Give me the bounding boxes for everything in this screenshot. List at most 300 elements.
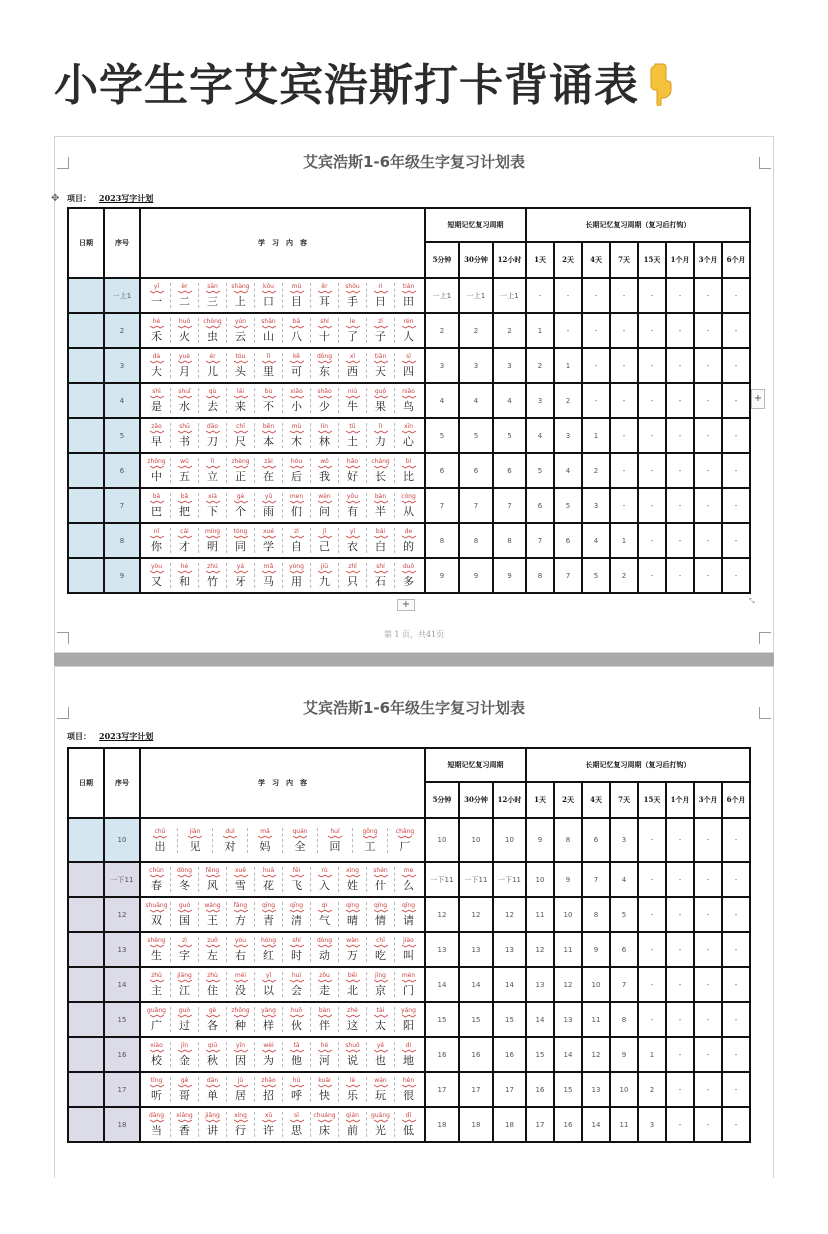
long-term-checkbox-cell[interactable]: - [610, 348, 638, 383]
character-box [171, 353, 199, 378]
long-term-checkbox-cell[interactable]: - [666, 558, 694, 593]
long-term-checkbox-cell[interactable]: - [638, 313, 666, 348]
long-term-checkbox-cell[interactable]: 1 [638, 1037, 666, 1072]
long-term-checkbox-cell[interactable]: - [694, 523, 722, 558]
short-term-cell[interactable]: 18 [425, 1107, 459, 1142]
project-label: 项目： [67, 193, 91, 203]
long-term-checkbox-cell[interactable]: 6 [610, 932, 638, 967]
date-cell[interactable] [68, 1037, 104, 1072]
long-term-checkbox-cell[interactable]: 6 [554, 523, 582, 558]
long-term-checkbox-cell[interactable]: - [666, 818, 694, 862]
long-term-checkbox-cell[interactable]: - [666, 1107, 694, 1142]
short-term-cell[interactable]: 2 [493, 313, 526, 348]
hanzi: 各 [207, 1019, 218, 1032]
long-term-checkbox-cell[interactable]: - [666, 932, 694, 967]
pinyin: kuài [318, 1077, 331, 1084]
long-term-checkbox-cell[interactable]: - [722, 488, 750, 523]
short-term-cell[interactable]: 16 [493, 1037, 526, 1072]
short-term-cell[interactable]: 一下11 [425, 862, 459, 897]
short-term-cell[interactable]: 9 [459, 558, 493, 593]
date-cell[interactable] [68, 897, 104, 932]
long-term-checkbox-cell[interactable]: 11 [526, 897, 554, 932]
long-term-checkbox-cell[interactable]: 7 [554, 558, 582, 593]
table-row [68, 278, 750, 313]
seq-cell: 3 [104, 348, 140, 383]
short-term-cell[interactable]: 一下11 [493, 862, 526, 897]
long-term-checkbox-cell[interactable]: 3 [638, 1107, 666, 1142]
wavy-underline-icon [318, 979, 332, 983]
long-term-checkbox-cell[interactable]: - [694, 278, 722, 313]
pinyin: jǐ [322, 528, 327, 535]
long-term-checkbox-cell[interactable]: - [694, 418, 722, 453]
long-term-checkbox-cell[interactable]: - [694, 1107, 722, 1142]
hanzi: 国 [179, 914, 190, 927]
character-box [395, 458, 422, 483]
wavy-underline-icon [262, 535, 276, 539]
hanzi: 好 [347, 470, 358, 483]
long-term-checkbox-cell[interactable]: 5 [554, 488, 582, 523]
seq-cell: 4 [104, 383, 140, 418]
long-term-checkbox-cell[interactable]: 14 [526, 1002, 554, 1037]
short-term-cell[interactable]: 3 [459, 348, 493, 383]
wavy-underline-icon [374, 944, 388, 948]
wavy-underline-icon [290, 944, 304, 948]
wavy-underline-icon [262, 430, 276, 434]
short-term-cell[interactable]: 6 [425, 453, 459, 488]
date-cell[interactable] [68, 818, 104, 862]
long-term-checkbox-cell[interactable]: - [610, 488, 638, 523]
long-term-checkbox-cell[interactable]: 16 [554, 1107, 582, 1142]
pinyin: quán [292, 827, 308, 835]
short-term-cell[interactable]: 5 [425, 418, 459, 453]
long-term-checkbox-cell[interactable]: - [638, 348, 666, 383]
short-term-cell[interactable]: 6 [459, 453, 493, 488]
long-term-checkbox-cell[interactable]: 2 [582, 453, 610, 488]
long-term-checkbox-cell[interactable]: 9 [582, 932, 610, 967]
short-term-cell[interactable]: 2 [425, 313, 459, 348]
long-term-checkbox-cell[interactable]: 3 [526, 383, 554, 418]
long-term-checkbox-cell[interactable]: - [638, 558, 666, 593]
add-column-button[interactable]: + [751, 389, 765, 409]
short-term-cell[interactable]: 8 [459, 523, 493, 558]
short-term-cell[interactable]: 17 [425, 1072, 459, 1107]
short-term-cell[interactable]: 7 [493, 488, 526, 523]
long-term-checkbox-cell[interactable]: - [638, 523, 666, 558]
character-box [283, 563, 311, 588]
hanzi: 在 [263, 470, 274, 483]
long-term-checkbox-cell[interactable]: - [638, 488, 666, 523]
date-cell[interactable] [68, 453, 104, 488]
long-term-checkbox-cell[interactable]: - [694, 897, 722, 932]
long-term-checkbox-cell[interactable]: - [666, 383, 694, 418]
long-term-checkbox-cell[interactable]: 9 [526, 818, 554, 862]
hanzi: 厂 [399, 839, 411, 853]
long-term-checkbox-cell[interactable]: - [638, 967, 666, 1002]
character-box [339, 937, 367, 962]
long-term-checkbox-cell[interactable]: 13 [526, 967, 554, 1002]
pinyin: lín [320, 423, 329, 430]
long-term-checkbox-cell[interactable]: - [694, 453, 722, 488]
hanzi: 儿 [207, 365, 218, 378]
short-term-cell[interactable]: 3 [493, 348, 526, 383]
header-1day: 1天 [526, 782, 554, 818]
long-term-checkbox-cell[interactable]: - [582, 348, 610, 383]
hanzi: 太 [375, 1019, 386, 1032]
date-cell[interactable] [68, 558, 104, 593]
long-term-checkbox-cell[interactable]: - [638, 932, 666, 967]
pinyin: mā [260, 827, 270, 835]
long-term-checkbox-cell[interactable]: 1 [582, 418, 610, 453]
long-term-checkbox-cell[interactable]: 15 [554, 1072, 582, 1107]
long-term-checkbox-cell[interactable]: - [666, 348, 694, 383]
short-term-cell[interactable]: 10 [425, 818, 459, 862]
long-term-checkbox-cell[interactable]: - [722, 348, 750, 383]
date-cell[interactable] [68, 1072, 104, 1107]
long-term-checkbox-cell[interactable]: 7 [582, 862, 610, 897]
page-footer: 第 1 页，共41页 [383, 630, 445, 639]
seq-cell: 一上1 [104, 278, 140, 313]
long-term-checkbox-cell[interactable]: - [666, 1037, 694, 1072]
long-term-checkbox-cell[interactable]: 11 [610, 1107, 638, 1142]
long-term-checkbox-cell[interactable]: 12 [582, 1037, 610, 1072]
pinyin: qù [208, 388, 217, 395]
long-term-checkbox-cell[interactable]: - [722, 383, 750, 418]
short-term-cell[interactable]: 7 [425, 488, 459, 523]
long-term-checkbox-cell[interactable]: - [694, 558, 722, 593]
short-term-cell[interactable]: 15 [459, 1002, 493, 1037]
long-term-checkbox-cell[interactable]: - [694, 348, 722, 383]
short-term-cell[interactable]: 15 [425, 1002, 459, 1037]
long-term-checkbox-cell[interactable]: - [722, 1002, 750, 1037]
long-term-checkbox-cell[interactable]: - [666, 967, 694, 1002]
short-term-cell[interactable]: 10 [459, 818, 493, 862]
character-box [367, 458, 395, 483]
short-term-cell[interactable]: 6 [493, 453, 526, 488]
pinyin: zǎo [151, 423, 162, 430]
long-term-checkbox-cell[interactable]: 14 [554, 1037, 582, 1072]
content-cell [140, 523, 425, 558]
short-term-cell[interactable]: 5 [459, 418, 493, 453]
long-term-checkbox-cell[interactable]: - [554, 278, 582, 313]
hanzi: 乐 [347, 1089, 358, 1102]
long-term-checkbox-cell[interactable]: 13 [554, 1002, 582, 1037]
long-term-checkbox-cell[interactable]: 10 [526, 862, 554, 897]
date-cell[interactable] [68, 523, 104, 558]
wavy-underline-icon [318, 909, 332, 913]
short-term-cell[interactable]: 18 [493, 1107, 526, 1142]
short-term-cell[interactable]: 7 [459, 488, 493, 523]
hanzi: 主 [151, 984, 162, 997]
wavy-underline-icon [178, 395, 192, 399]
long-term-checkbox-cell[interactable]: - [638, 818, 666, 862]
long-term-checkbox-cell[interactable]: 2 [526, 348, 554, 383]
header-content: 学 习 内 容 [140, 208, 425, 278]
long-term-checkbox-cell[interactable]: - [666, 488, 694, 523]
long-term-checkbox-cell[interactable]: - [722, 1037, 750, 1072]
long-term-checkbox-cell[interactable]: 4 [582, 523, 610, 558]
short-term-cell[interactable]: 12 [459, 897, 493, 932]
short-term-cell[interactable]: 8 [493, 523, 526, 558]
long-term-checkbox-cell[interactable]: 5 [582, 558, 610, 593]
long-term-checkbox-cell[interactable]: - [666, 278, 694, 313]
long-term-checkbox-cell[interactable]: 12 [526, 932, 554, 967]
long-term-checkbox-cell[interactable]: - [722, 1107, 750, 1142]
long-term-checkbox-cell[interactable]: 1 [554, 348, 582, 383]
short-term-cell[interactable]: 5 [493, 418, 526, 453]
long-term-checkbox-cell[interactable]: - [722, 818, 750, 862]
short-term-cell[interactable]: 一上1 [459, 278, 493, 313]
short-term-cell[interactable]: 9 [425, 558, 459, 593]
long-term-checkbox-cell[interactable]: - [694, 1072, 722, 1107]
hanzi: 说 [347, 1054, 358, 1067]
long-term-checkbox-cell[interactable]: - [638, 1002, 666, 1037]
hanzi: 江 [179, 984, 190, 997]
wavy-underline-icon [206, 395, 220, 399]
long-term-checkbox-cell[interactable]: 2 [638, 1072, 666, 1107]
long-term-checkbox-cell[interactable]: - [638, 383, 666, 418]
wavy-underline-icon [290, 874, 304, 878]
long-term-checkbox-cell[interactable]: 4 [554, 453, 582, 488]
long-term-checkbox-cell[interactable]: - [610, 453, 638, 488]
long-term-checkbox-cell[interactable]: - [666, 897, 694, 932]
short-term-cell[interactable]: 9 [493, 558, 526, 593]
short-term-cell[interactable]: 4 [425, 383, 459, 418]
long-term-checkbox-cell[interactable]: 1 [526, 313, 554, 348]
long-term-checkbox-cell[interactable]: 1 [610, 523, 638, 558]
long-term-checkbox-cell[interactable]: 15 [526, 1037, 554, 1072]
short-term-cell[interactable]: 17 [459, 1072, 493, 1107]
date-cell[interactable] [68, 862, 104, 897]
long-term-checkbox-cell[interactable]: 4 [610, 862, 638, 897]
long-term-checkbox-cell[interactable]: 11 [582, 1002, 610, 1037]
short-term-cell[interactable]: 一上1 [493, 278, 526, 313]
date-cell[interactable] [68, 488, 104, 523]
wavy-underline-icon [290, 570, 304, 574]
long-term-checkbox-cell[interactable]: 2 [610, 558, 638, 593]
wavy-underline-icon [206, 570, 220, 574]
short-term-cell[interactable]: 12 [425, 897, 459, 932]
short-term-cell[interactable]: 4 [459, 383, 493, 418]
date-cell[interactable] [68, 278, 104, 313]
character-box [171, 1077, 199, 1102]
long-term-checkbox-cell[interactable]: 12 [554, 967, 582, 1002]
long-term-checkbox-cell[interactable]: - [582, 383, 610, 418]
long-term-checkbox-cell[interactable]: - [694, 967, 722, 1002]
date-cell[interactable] [68, 418, 104, 453]
character-box [171, 972, 199, 997]
wavy-underline-icon [402, 395, 416, 399]
long-term-checkbox-cell[interactable]: 7 [526, 523, 554, 558]
short-term-cell[interactable]: 3 [425, 348, 459, 383]
long-term-checkbox-cell[interactable]: 2 [554, 383, 582, 418]
long-term-checkbox-cell[interactable]: - [638, 862, 666, 897]
long-term-checkbox-cell[interactable]: - [694, 862, 722, 897]
long-term-checkbox-cell[interactable]: 8 [526, 558, 554, 593]
short-term-cell[interactable]: 13 [425, 932, 459, 967]
date-cell[interactable] [68, 313, 104, 348]
long-term-checkbox-cell[interactable]: - [666, 418, 694, 453]
long-term-checkbox-cell[interactable]: 3 [610, 818, 638, 862]
content-cell [140, 818, 425, 862]
long-term-checkbox-cell[interactable]: - [722, 897, 750, 932]
long-term-checkbox-cell[interactable]: - [638, 278, 666, 313]
long-term-checkbox-cell[interactable]: 3 [582, 488, 610, 523]
character-box [339, 528, 367, 553]
long-term-checkbox-cell[interactable]: - [638, 418, 666, 453]
pinyin: gōng [362, 827, 378, 835]
short-term-cell[interactable]: 14 [425, 967, 459, 1002]
long-term-checkbox-cell[interactable]: 10 [610, 1072, 638, 1107]
short-term-cell[interactable]: 8 [425, 523, 459, 558]
wavy-underline-icon [206, 1119, 220, 1123]
long-term-checkbox-cell[interactable]: 13 [582, 1072, 610, 1107]
long-term-checkbox-cell[interactable]: - [666, 1072, 694, 1107]
pinyin: yuè [178, 353, 191, 360]
hanzi: 自 [291, 540, 302, 553]
hanzi: 过 [179, 1019, 190, 1032]
short-term-cell[interactable]: 2 [459, 313, 493, 348]
long-term-checkbox-cell[interactable]: 6 [582, 818, 610, 862]
long-term-checkbox-cell[interactable]: 8 [610, 1002, 638, 1037]
long-term-checkbox-cell[interactable]: - [666, 1002, 694, 1037]
short-term-cell[interactable]: 12 [493, 897, 526, 932]
long-term-checkbox-cell[interactable]: - [694, 932, 722, 967]
long-term-checkbox-cell[interactable]: - [694, 1002, 722, 1037]
short-term-cell[interactable]: 一下11 [459, 862, 493, 897]
date-cell[interactable] [68, 967, 104, 1002]
long-term-checkbox-cell[interactable]: - [638, 897, 666, 932]
date-cell[interactable] [68, 348, 104, 383]
wavy-underline-icon [178, 1119, 192, 1123]
add-row-button[interactable]: + [397, 599, 415, 611]
content-cell [140, 967, 425, 1002]
hanzi: 二 [179, 295, 190, 308]
long-term-checkbox-cell[interactable]: - [722, 523, 750, 558]
short-term-cell[interactable]: 16 [425, 1037, 459, 1072]
long-term-checkbox-cell[interactable]: - [582, 278, 610, 313]
long-term-checkbox-cell[interactable]: - [722, 418, 750, 453]
long-term-checkbox-cell[interactable]: 16 [526, 1072, 554, 1107]
short-term-cell[interactable]: 16 [459, 1037, 493, 1072]
long-term-checkbox-cell[interactable]: - [722, 862, 750, 897]
long-term-checkbox-cell[interactable]: 5 [526, 453, 554, 488]
short-term-cell[interactable]: 14 [493, 967, 526, 1002]
long-term-checkbox-cell[interactable]: - [694, 383, 722, 418]
short-term-cell[interactable]: 17 [493, 1072, 526, 1107]
hanzi: 全 [294, 839, 306, 853]
long-term-checkbox-cell[interactable]: 8 [582, 897, 610, 932]
pinyin: jīng [375, 972, 386, 979]
long-term-checkbox-cell[interactable]: 6 [526, 488, 554, 523]
hanzi: 风 [207, 879, 218, 892]
table-move-handle-icon[interactable]: ✥ [51, 193, 60, 204]
long-term-checkbox-cell[interactable]: - [722, 278, 750, 313]
long-term-checkbox-cell[interactable]: - [610, 278, 638, 313]
content-cell [140, 558, 425, 593]
date-cell[interactable] [68, 1002, 104, 1037]
character-box [311, 1077, 339, 1102]
wavy-underline-icon [346, 874, 360, 878]
long-term-checkbox-cell[interactable]: - [610, 418, 638, 453]
long-term-checkbox-cell[interactable]: - [722, 1072, 750, 1107]
pinyin: huǒ [178, 318, 191, 325]
long-term-checkbox-cell[interactable]: - [694, 313, 722, 348]
wavy-underline-icon [318, 500, 332, 504]
long-term-checkbox-cell[interactable]: - [694, 1037, 722, 1072]
hanzi: 晴 [347, 914, 358, 927]
long-term-checkbox-cell[interactable]: - [582, 313, 610, 348]
short-term-cell[interactable]: 10 [493, 818, 526, 862]
character-box [283, 283, 311, 308]
header-2day: 2天 [554, 782, 582, 818]
long-term-checkbox-cell[interactable]: 4 [526, 418, 554, 453]
long-term-checkbox-cell[interactable]: 10 [582, 967, 610, 1002]
long-term-checkbox-cell[interactable]: - [666, 862, 694, 897]
long-term-checkbox-cell[interactable]: 7 [610, 967, 638, 1002]
long-term-checkbox-cell[interactable]: 11 [554, 932, 582, 967]
long-term-checkbox-cell[interactable]: - [722, 932, 750, 967]
long-term-checkbox-cell[interactable]: 5 [610, 897, 638, 932]
hanzi: 春 [151, 879, 162, 892]
short-term-cell[interactable]: 15 [493, 1002, 526, 1037]
long-term-checkbox-cell[interactable]: - [722, 558, 750, 593]
header-seq: 序号 [104, 748, 140, 818]
long-term-checkbox-cell[interactable]: 14 [582, 1107, 610, 1142]
short-term-cell[interactable]: 14 [459, 967, 493, 1002]
date-cell[interactable] [68, 932, 104, 967]
character-box [395, 1007, 422, 1032]
wavy-underline-icon [374, 325, 388, 329]
date-cell[interactable] [68, 383, 104, 418]
long-term-checkbox-cell[interactable]: - [526, 278, 554, 313]
short-term-cell[interactable]: 13 [459, 932, 493, 967]
character-box [143, 283, 171, 308]
long-term-checkbox-cell[interactable]: - [666, 453, 694, 488]
long-term-checkbox-cell[interactable]: 17 [526, 1107, 554, 1142]
date-cell[interactable] [68, 1107, 104, 1142]
long-term-checkbox-cell[interactable]: - [638, 453, 666, 488]
document-title: 艾宾浩斯1-6年级生字复习计划表 [302, 699, 526, 717]
long-term-checkbox-cell[interactable]: - [610, 313, 638, 348]
character-box [283, 867, 311, 892]
long-term-checkbox-cell[interactable]: 9 [554, 862, 582, 897]
long-term-checkbox-cell[interactable]: - [722, 313, 750, 348]
long-term-checkbox-cell[interactable]: 3 [554, 418, 582, 453]
character-box [311, 528, 339, 553]
long-term-checkbox-cell[interactable]: - [554, 313, 582, 348]
long-term-checkbox-cell[interactable]: - [694, 488, 722, 523]
pinyin: shàng [231, 283, 250, 290]
long-term-checkbox-cell[interactable]: - [694, 818, 722, 862]
short-term-cell[interactable]: 一上1 [425, 278, 459, 313]
pinyin: gè [236, 493, 245, 500]
hanzi: 是 [151, 400, 162, 413]
long-term-checkbox-cell[interactable]: - [610, 383, 638, 418]
long-term-checkbox-cell[interactable]: - [666, 313, 694, 348]
short-term-cell[interactable]: 13 [493, 932, 526, 967]
long-term-checkbox-cell[interactable]: 8 [554, 818, 582, 862]
long-term-checkbox-cell[interactable]: - [722, 967, 750, 1002]
long-term-checkbox-cell[interactable]: 10 [554, 897, 582, 932]
short-term-cell[interactable]: 18 [459, 1107, 493, 1142]
short-term-cell[interactable]: 4 [493, 383, 526, 418]
pinyin: bàn [318, 1007, 331, 1014]
wavy-underline-icon [363, 835, 377, 839]
table-resize-handle-icon[interactable]: ⤡ [749, 597, 755, 605]
long-term-checkbox-cell[interactable]: 9 [610, 1037, 638, 1072]
long-term-checkbox-cell[interactable]: - [722, 453, 750, 488]
long-term-checkbox-cell[interactable]: - [666, 523, 694, 558]
